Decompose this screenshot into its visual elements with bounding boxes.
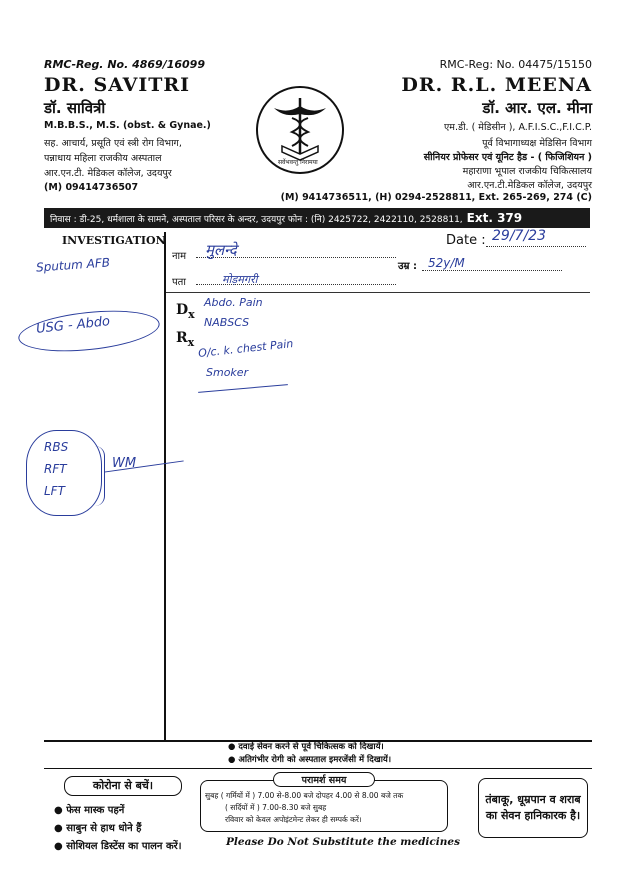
left-degrees: M.B.B.S., M.S. (obst. & Gynae.) xyxy=(44,120,211,131)
investigation-label: INVESTIGATION xyxy=(62,234,166,247)
footer-note-2-text: अतिगंभीर रोगी को अस्पताल इमरजेंसी में दिखायें। xyxy=(238,755,392,765)
address-ext: Ext. 379 xyxy=(466,211,523,225)
corona-item-2-text: साबुन से हाथ धोने हैं xyxy=(66,823,142,834)
date-label: Date : xyxy=(446,233,486,248)
corona-item-3-text: सोशियल डिस्टेंस का पालन करें। xyxy=(66,841,182,852)
name-label: नाम xyxy=(172,251,187,262)
patient-address: मोड़मगरी xyxy=(222,273,258,286)
corona-item-1-text: फेस मास्क पहनें xyxy=(66,805,125,816)
dx-label: $D_x$ xyxy=(176,302,195,321)
timing-line-1: सुबह ( गर्मियों में ) 7.00 से-8.00 बजे दोपहर 4.00 से 8.00 बजे तक xyxy=(205,791,404,800)
timing-panel xyxy=(200,775,448,832)
right-contact: (M) 9414736511, (H) 0294-2528811, Ext. 265-269, 274 (C) xyxy=(280,192,592,203)
footer-note-2: ● अतिगंभीर रोगी को अस्पताल इमरजेंसी में दिखायें। xyxy=(228,755,392,765)
investigation-sputum: Sputum AFB xyxy=(35,255,111,275)
timing-line-3: रविवार को केवल अपोइंटमेन्ट लेकर ही सम्पर्क करें। xyxy=(225,815,362,824)
investigation-rbs: RBS xyxy=(44,440,69,454)
corona-item-3: ● सोशियल डिस्टेंस का पालन करें। xyxy=(54,841,182,852)
left-doctor-name-hindi: डॉ. सावित्री xyxy=(44,99,106,117)
right-designation-2: सीनियर प्रोफेसर एवं यूनिट हैड - ( फिजिशियन ) xyxy=(423,152,592,163)
complaint-2: Smoker xyxy=(206,366,249,379)
right-degrees: एम.डी. ( मेडिसीन ), A.F.I.S.C.,F.I.C.P. xyxy=(444,122,592,133)
diagnosis-2: NABSCS xyxy=(204,316,250,329)
corona-title: कोरोना से बचें। xyxy=(64,776,182,796)
patient-name: मुलन्दे xyxy=(205,241,237,259)
left-designation-2: पन्नाधाय महिला राजकीय अस्पताल xyxy=(44,153,162,164)
tests-brace xyxy=(94,446,105,506)
left-designation-1: सह. आचार्य, प्रसूति एवं स्त्री रोग विभाग, xyxy=(44,138,182,149)
right-doctor-name: DR. R.L. MEENA xyxy=(401,74,592,96)
column-divider xyxy=(164,232,166,740)
header-rule xyxy=(166,292,590,293)
left-mobile: (M) 09414736507 xyxy=(44,182,139,193)
date-line xyxy=(486,246,586,247)
investigation-rft: RFT xyxy=(44,462,67,476)
investigation-lft: LFT xyxy=(44,484,65,498)
timing-title: परामर्श समय xyxy=(273,772,375,787)
right-designation-4: आर.एन.टी.मेडिकल कॉलेज, उदयपुर xyxy=(467,180,592,191)
substitute-note: Please Do Not Substitute the medicines xyxy=(226,836,461,848)
tobacco-warning: तंबाकू, धूम्रपान व शराब का सेवन हानिकारक है। xyxy=(478,778,588,838)
emblem-motto: सर्वेभवन्तु निरामया xyxy=(278,159,318,166)
diagnosis-1: Abdo. Pain xyxy=(204,296,263,309)
visit-date: 29/7/23 xyxy=(492,228,546,244)
rx-letter: R xyxy=(176,330,188,346)
rx-label: $R_x$ xyxy=(176,330,195,349)
caduceus-emblem xyxy=(254,84,346,176)
corona-item-1: ● फेस मास्क पहनें xyxy=(54,805,125,816)
investigation-wm: WM xyxy=(112,456,137,471)
footer-note-1-text: दवाई सेवन करने से पूर्व चिकित्सक को दिखायें। xyxy=(238,742,384,752)
patient-age: 52y/M xyxy=(428,256,465,270)
age-line xyxy=(422,270,562,271)
underline-scribble xyxy=(198,384,288,393)
right-designation-3: महाराणा भूपाल राजकीय चिकित्सालय xyxy=(462,166,592,177)
left-reg-no: RMC-Reg. No. 4869/16099 xyxy=(44,58,205,71)
footer-note-1: ● दवाई सेवन करने से पूर्व चिकित्सक को दिखायें। xyxy=(228,742,384,752)
right-doctor-name-hindi: डॉ. आर. एल. मीना xyxy=(482,99,592,117)
complaint-1: O/c. k. chest Pain xyxy=(197,337,294,360)
left-designation-3: आर.एन.टी. मेडिकल कॉलेज, उदयपुर xyxy=(44,168,172,179)
corona-item-2: ● साबुन से हाथ धोने हैं xyxy=(54,823,142,834)
footer-rule xyxy=(44,768,592,769)
timing-line-2: ( सर्दियों में ) 7.00-8.30 बजे सुबह xyxy=(225,803,327,812)
dx-letter: D xyxy=(176,302,189,318)
left-doctor-name: DR. SAVITRI xyxy=(44,74,191,96)
corona-panel xyxy=(48,776,194,858)
address-bar xyxy=(44,208,590,228)
right-designation-1: पूर्व विभागाध्यक्ष मेडिसिन विभाग xyxy=(482,138,592,149)
age-label: उम्र : xyxy=(398,261,417,272)
address-label: पता xyxy=(172,277,186,288)
investigation-usg: USG - Abdo xyxy=(35,314,111,337)
right-reg-no: RMC-Reg: No. 04475/15150 xyxy=(439,58,592,71)
address-text: निवास : डी-25, धर्मशाला के सामने, अस्पताल परिसर के अन्दर, उदयपुर फोन : (नि) 2425722, 2422110, 2528811, xyxy=(50,214,463,225)
